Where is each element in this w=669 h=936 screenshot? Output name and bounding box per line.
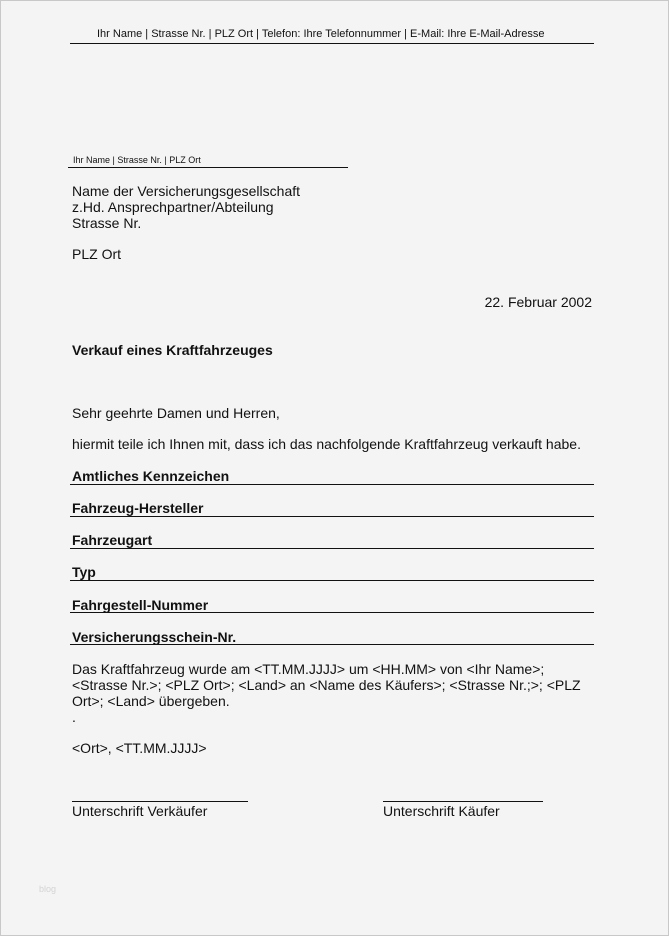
header-contact-line: Ihr Name | Strasse Nr. | PLZ Ort | Telefon: Ihre Telefonnummer | E-Mail: Ihre E-Mail-Adresse bbox=[97, 28, 545, 40]
field-line bbox=[70, 644, 594, 645]
recipient-street: Strasse Nr. bbox=[72, 215, 142, 231]
field-line bbox=[70, 548, 594, 549]
salutation: Sehr geehrte Damen und Herren, bbox=[72, 405, 280, 421]
field-label: Typ bbox=[72, 564, 96, 580]
seller-signature-label: Unterschrift Verkäufer bbox=[72, 803, 208, 819]
header-divider bbox=[70, 43, 594, 44]
handover-line: . bbox=[72, 709, 76, 725]
buyer-signature-line bbox=[383, 801, 543, 802]
recipient-city: PLZ Ort bbox=[72, 246, 122, 262]
place-date: <Ort>, <TT.MM.JJJJ> bbox=[72, 740, 207, 756]
recipient-attn: z.Hd. Ansprechpartner/Abteilung bbox=[72, 199, 274, 215]
field-line bbox=[70, 580, 594, 581]
field-line bbox=[70, 484, 594, 485]
field-line bbox=[70, 516, 594, 517]
handover-line: <Strasse Nr.>; <PLZ Ort>; <Land> an <Name des Käufers>; <Strasse Nr.;>; <PLZ bbox=[72, 677, 581, 693]
sender-line: Ihr Name | Strasse Nr. | PLZ Ort bbox=[73, 155, 201, 165]
letter-date: 22. Februar 2002 bbox=[484, 294, 592, 310]
subject: Verkauf eines Kraftfahrzeuges bbox=[72, 342, 273, 358]
field-label: Versicherungsschein-Nr. bbox=[72, 629, 237, 645]
intro: hiermit teile ich Ihnen mit, dass ich das nachfolgende Kraftfahrzeug verkauft habe. bbox=[72, 436, 581, 452]
field-label: Fahrgestell-Nummer bbox=[72, 597, 209, 613]
buyer-signature-label: Unterschrift Käufer bbox=[383, 803, 500, 819]
sender-divider bbox=[68, 167, 348, 168]
field-label: Fahrzeugart bbox=[72, 532, 153, 548]
field-line bbox=[70, 612, 594, 613]
watermark: blog bbox=[39, 884, 57, 894]
field-label: Amtliches Kennzeichen bbox=[72, 468, 230, 484]
handover-line: Ort>; <Land> übergeben. bbox=[72, 693, 230, 709]
recipient-name: Name der Versicherungsgesellschaft bbox=[72, 183, 301, 199]
seller-signature-line bbox=[72, 801, 248, 802]
field-label: Fahrzeug-Hersteller bbox=[72, 500, 204, 516]
handover-line: Das Kraftfahrzeug wurde am <TT.MM.JJJJ> um <HH.MM> von <Ihr Name>; bbox=[72, 661, 545, 677]
